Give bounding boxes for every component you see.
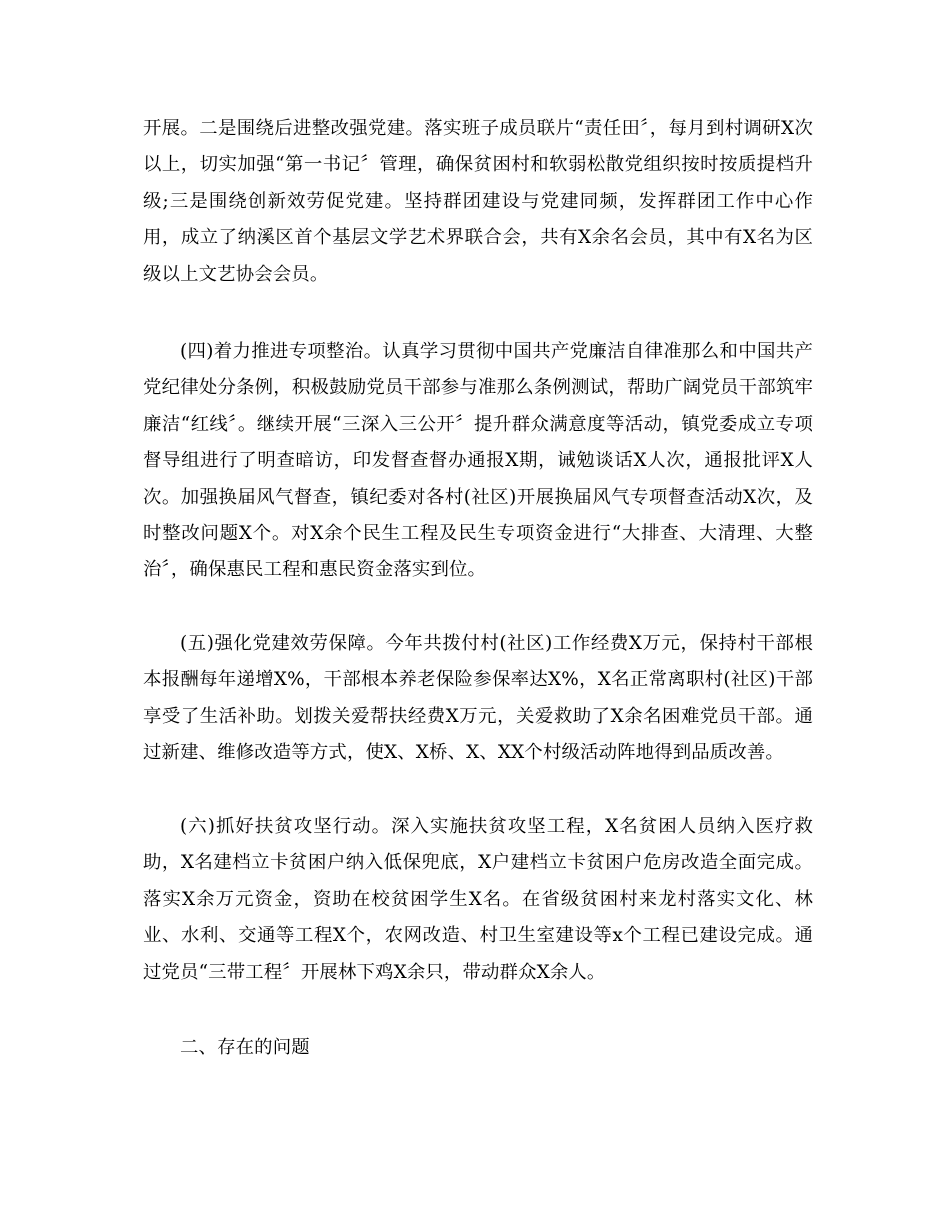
paragraph-special-rectification: (四)着力推进专项整治。认真学习贯彻中国共产党廉洁自律准那么和中国共产党纪律处分条例，积极鼓励党员干部参与准那么条例测试，帮助广阔党员干部筑牢廉洁“红线〞。继续开展“三深入三公开〞提升群众满意度等活动，镇党委成立专项督导组进行了明查暗访，印发督查督办通报X期，诫勉谈话X人次，通报批评X人次。加强换届风气督查，镇纪委对各村(社区)开展换届风气专项督查活动X次，及时整改问题X个。对X余个民生工程及民生专项资金进行“大排查、大清理、大整治〞，确保惠民工程和惠民资金落实到位。: [143, 341, 813, 581]
paragraph-service-guarantee: (五)强化党建效劳保障。今年共拨付村(社区)工作经费X万元，保持村干部根本报酬每年递增X%，干部根本养老保险参保率达X%，X名正常离职村(社区)干部享受了生活补助。划拨关爱帮扶经费X万元，关爱救助了X余名困难党员干部。通过新建、维修改造等方式，使X、X桥、X、XX个村级活动阵地得到品质改善。: [143, 633, 813, 764]
paragraph-party-building-continued: 开展。二是围绕后进整改强党建。落实班子成员联片“责任田〞，每月到村调研X次以上，切实加强“第一书记〞管理，确保贫困村和软弱松散党组织按时按质提档升级;三是围绕创新效劳促党建。坚持群团建设与党建同频，发挥群团工作中心作用，成立了纳溪区首个基层文学艺术界联合会，共有X余名会员，其中有X名为区级以上文艺协会会员。: [143, 118, 813, 285]
paragraph-poverty-alleviation: (六)抓好扶贫攻坚行动。深入实施扶贫攻坚工程，X名贫困人员纳入医疗救助，X名建档立卡贫困户纳入低保兜底，X户建档立卡贫困户危房改造全面完成。落实X余万元资金，资助在校贫困学生X名。在省级贫困村来龙村落实文化、林业、水利、交通等工程X个，农网改造、村卫生室建设等x个工程已建设完成。通过党员“三带工程〞开展林下鸡X余只，带动群众X余人。: [143, 816, 813, 983]
section-heading-existing-problems: 二、存在的问题: [180, 1037, 310, 1058]
